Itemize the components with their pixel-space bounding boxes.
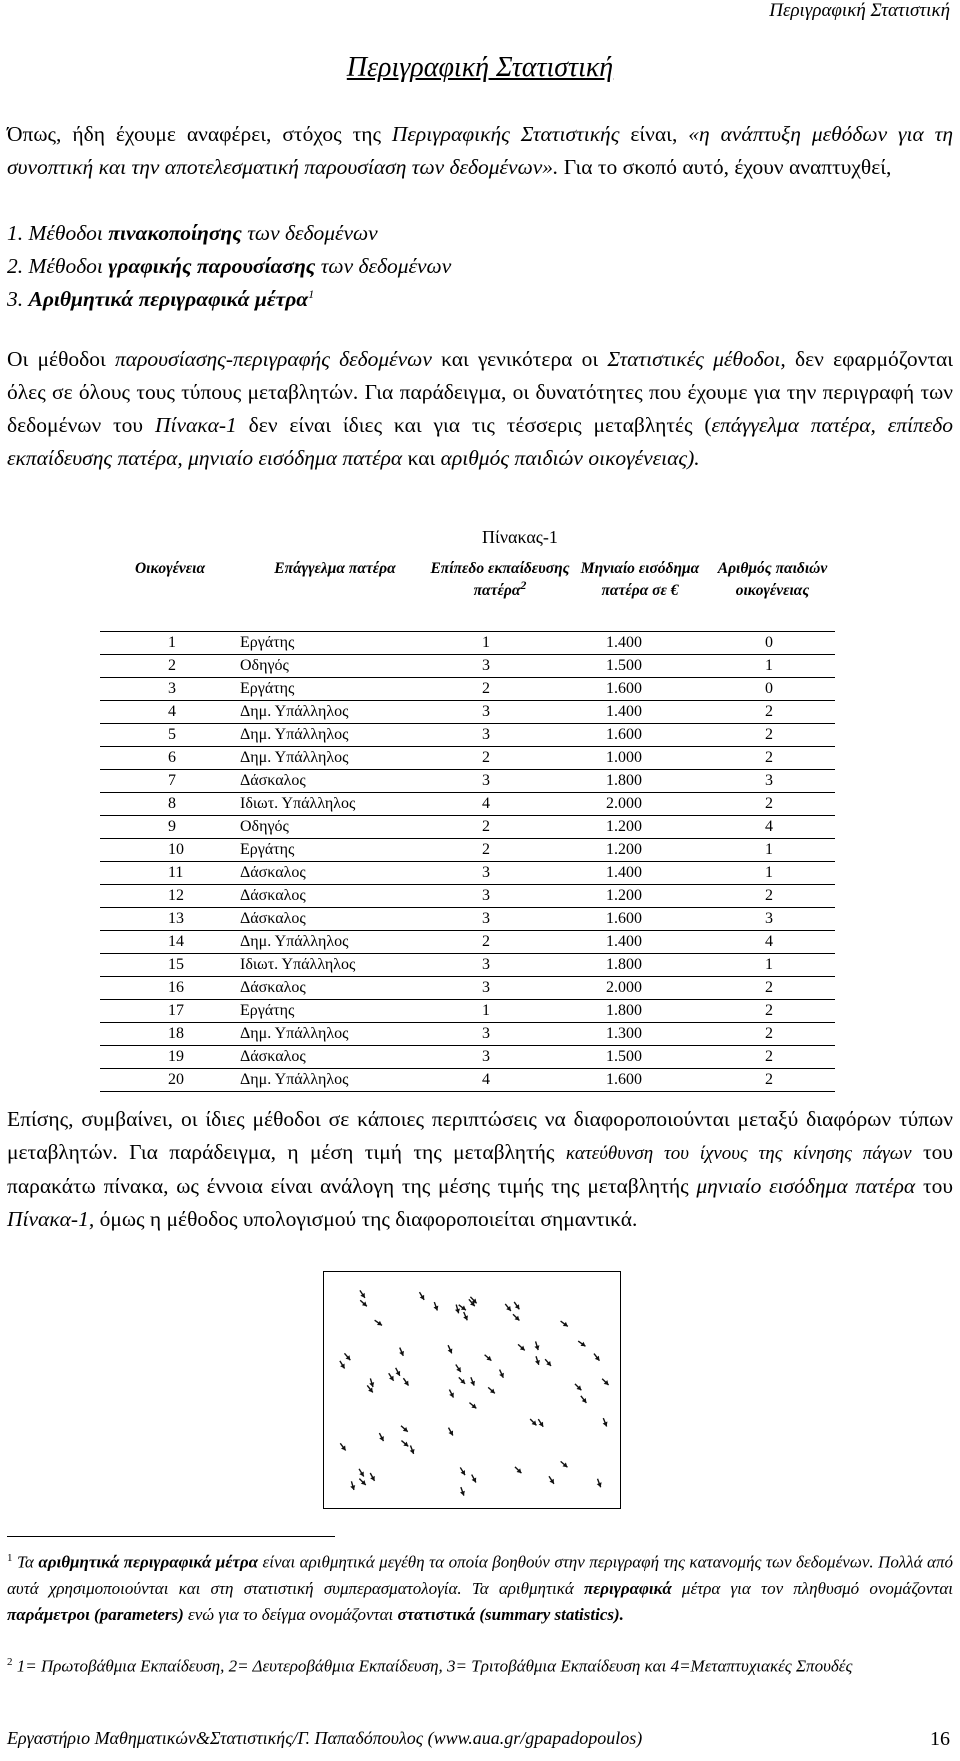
table-cell: 2 [710, 1045, 835, 1068]
table-cell: 3 [430, 723, 570, 746]
table-cell: Δάσκαλος [240, 884, 430, 907]
table-cell: 12 [100, 884, 240, 907]
table-cell: 14 [100, 930, 240, 953]
table-cell: 3 [710, 907, 835, 930]
col-header: Αριθμός παιδιών οικογένειας [710, 552, 835, 631]
method-item: 2. Μέθοδοι γραφικής παρουσίασης των δεδομένων [7, 254, 452, 278]
table-caption: Πίνακας-1 [482, 527, 558, 547]
table-cell: 1.000 [570, 746, 710, 769]
table-cell: 1.500 [570, 1045, 710, 1068]
table-cell: Δημ. Υπάλληλος [240, 1068, 430, 1091]
table-row [100, 700, 835, 723]
table-cell: Οδηγός [240, 654, 430, 677]
arrow-field [324, 1272, 620, 1508]
page-number: 16 [930, 1728, 950, 1750]
family-data-table [100, 552, 835, 1092]
table-cell: 2 [430, 838, 570, 861]
table-cell: 13 [100, 907, 240, 930]
table-cell: 3 [430, 953, 570, 976]
table-cell: 3 [430, 1022, 570, 1045]
intro-paragraph: Όπως, ήδη έχουμε αναφέρει, στόχος της Περιγραφικής Στατιστικής είναι, «η ανάπτυξη μεθόδων για τη συνοπτική και την αποτελεσματική παρουσίαση των δεδομένων». Για το σκοπό αυτό, έχουν αναπτυχθεί, [7, 122, 954, 179]
table-cell: Ιδιωτ. Υπάλληλος [240, 792, 430, 815]
table-cell: Εργάτης [240, 677, 430, 700]
table-cell: 18 [100, 1022, 240, 1045]
table-row [100, 976, 835, 999]
table-cell: Δάσκαλος [240, 976, 430, 999]
table-cell: 2 [710, 792, 835, 815]
table-cell: Δημ. Υπάλληλος [240, 1022, 430, 1045]
table-cell: 5 [100, 723, 240, 746]
table-cell: 4 [710, 930, 835, 953]
table-cell: 2 [710, 976, 835, 999]
drift-arrowhead [350, 1485, 355, 1490]
table-cell: 1 [430, 631, 570, 654]
table-cell: 20 [100, 1068, 240, 1091]
table-cell: 10 [100, 838, 240, 861]
table-cell: 1.400 [570, 861, 710, 884]
table-cell: 1.200 [570, 838, 710, 861]
table-row [100, 723, 835, 746]
table-cell: Δημ. Υπάλληλος [240, 746, 430, 769]
table-cell: 7 [100, 769, 240, 792]
table-row [100, 815, 835, 838]
table-cell: 2 [710, 884, 835, 907]
table-cell: 2 [430, 815, 570, 838]
table-cell: 1 [710, 838, 835, 861]
table-row [100, 861, 835, 884]
table-cell: 1 [710, 654, 835, 677]
table-cell: 2 [710, 723, 835, 746]
table-cell: Εργάτης [240, 838, 430, 861]
table-row [100, 930, 835, 953]
paragraph-methods-applicability: Οι μέθοδοι παρουσίασης-περιγραφής δεδομένων και γενικότερα οι Στατιστικές μέθοδοι, δεν εφαρμόζονται όλες σε όλους τους τύπους μεταβλητών. Για παράδειγμα, οι δυνατότητες που έχουμε για την περιγραφή των δεδομένων του Πίνακα-1 δεν είναι ίδιες και για τις τέσσερις μεταβλητές (επάγγελμα πατέρα, επίπεδο εκπαίδευσης πατέρα, μηνιαίο εισόδημα πατέρα και αριθμός παιδιών οικογένειας). [7, 347, 954, 470]
table-cell: Δημ. Υπάλληλος [240, 723, 430, 746]
col-header: Επάγγελμα πατέρα [240, 552, 430, 631]
table-cell: 3 [430, 1045, 570, 1068]
table-cell: Εργάτης [240, 999, 430, 1022]
table-cell: 17 [100, 999, 240, 1022]
table-cell: 4 [430, 792, 570, 815]
table-cell: 1.800 [570, 999, 710, 1022]
page-footer: Εργαστήριο Μαθηματικών&Στατιστικής/Γ. Παπαδόπουλος (www.aua.gr/gpapadopoulos) [7, 1728, 643, 1748]
table-cell: 8 [100, 792, 240, 815]
table-cell: Ιδιωτ. Υπάλληλος [240, 953, 430, 976]
table-cell: 15 [100, 953, 240, 976]
table-cell: Δάσκαλος [240, 907, 430, 930]
table-row [100, 953, 835, 976]
table-cell: 2.000 [570, 792, 710, 815]
table-cell: 2 [710, 1022, 835, 1045]
table-cell: Δημ. Υπάλληλος [240, 700, 430, 723]
table-cell: 1 [100, 631, 240, 654]
table-cell: 4 [430, 1068, 570, 1091]
table-cell: 2 [710, 1068, 835, 1091]
table-cell: 3 [430, 700, 570, 723]
footnote-2: $^2$ 1= Πρωτοβάθμια Εκπαίδευση, 2= Δευτεροβάθμια Εκπαίδευση, 3= Τριτοβάθμια Εκπαίδευση και 4=Μεταπτυχιακές Σπουδές [7, 1656, 853, 1676]
table-cell: 4 [100, 700, 240, 723]
table-cell: 2 [710, 746, 835, 769]
table-cell: 2 [710, 999, 835, 1022]
table-cell: 4 [710, 815, 835, 838]
table-row [100, 884, 835, 907]
table-cell: 2.000 [570, 976, 710, 999]
table-cell: 1.500 [570, 654, 710, 677]
table-row [100, 1022, 835, 1045]
table-cell: 11 [100, 861, 240, 884]
table-cell: 1.200 [570, 884, 710, 907]
table-cell: 1 [710, 953, 835, 976]
footnote-rule [7, 1536, 335, 1537]
table-cell: 0 [710, 677, 835, 700]
table-row [100, 999, 835, 1022]
page-title: Περιγραφική Στατιστική [346, 52, 614, 83]
table-row [100, 1045, 835, 1068]
table-cell: 1.600 [570, 723, 710, 746]
table-cell: 1.200 [570, 815, 710, 838]
table-cell: 3 [430, 769, 570, 792]
drift-arrowhead [455, 1308, 460, 1313]
table-cell: Δημ. Υπάλληλος [240, 930, 430, 953]
table-cell: 1.300 [570, 1022, 710, 1045]
running-header: Περιγραφική Στατιστική [769, 0, 950, 21]
footnote-ref: 1 [308, 286, 315, 301]
table-cell: 19 [100, 1045, 240, 1068]
table-cell: 1 [430, 999, 570, 1022]
table-cell: 2 [710, 700, 835, 723]
table-cell: 9 [100, 815, 240, 838]
table-cell: 1.600 [570, 907, 710, 930]
table-cell: 3 [430, 884, 570, 907]
table-row [100, 654, 835, 677]
table-cell: 1.600 [570, 677, 710, 700]
table-cell: 3 [430, 861, 570, 884]
table-row [100, 907, 835, 930]
table-cell: 1.600 [570, 1068, 710, 1091]
col-header: Οικογένεια [100, 552, 240, 631]
table-cell: Δάσκαλος [240, 769, 430, 792]
table-row [100, 1068, 835, 1091]
table-cell: 6 [100, 746, 240, 769]
table-cell: 2 [100, 654, 240, 677]
method-item: 3. Αριθμητικά περιγραφικά μέτρα$^1$ [7, 286, 315, 311]
paragraph-ice-example: Επίσης, συμβαίνει, οι ίδιες μέθοδοι σε κάποιες περιπτώσεις να διαφοροποιούνται μεταξύ διαφόρων τύπων μεταβλητών. Για παράδειγμα, η μέση τιμή της μεταβλητής κατεύθυνση του ίχνους της κίνησης πάγων του παρακάτω πίνακα, ως έννοια είναι ανάλογη της μέσης τιμής της μεταβλητής μηνιαίο εισόδημα πατέρα του Πίνακα-1, όμως η μέθοδος υπολογισμού της διαφοροποιείται σημαντικά. [7, 1107, 953, 1231]
footnote-1: $^1$ Τα αριθμητικά περιγραφικά μέτρα είναι αριθμητικά μεγέθη τα οποία βοηθούν στην περιγραφή της κατανομής των δεδομένων. Πολλά από αυτά χρησιμοποιούνται και στη στατιστική συμπερασματολογία. Τα αριθμητικά περιγραφικά μέτρα για τον πληθυσμό ονομάζονται παράμετροι (parameters) ενώ για το δείγμα ονομάζονται στατιστικά (summary statistics). [7, 1552, 954, 1624]
table-cell: 2 [430, 746, 570, 769]
table-cell: Οδηγός [240, 815, 430, 838]
table-cell: Δάσκαλος [240, 1045, 430, 1068]
table-row [100, 838, 835, 861]
table-cell: 3 [100, 677, 240, 700]
table-cell: 1.400 [570, 930, 710, 953]
table-cell: 3 [430, 976, 570, 999]
table-cell: 2 [430, 930, 570, 953]
col-header: Μηνιαίο εισόδημα πατέρα σε € [570, 552, 710, 631]
table-cell: 1.400 [570, 631, 710, 654]
table-body [100, 631, 835, 1091]
ice-movement-figure [323, 1271, 621, 1509]
table-cell: 16 [100, 976, 240, 999]
table-row [100, 631, 835, 654]
table-row [100, 769, 835, 792]
method-item: 1. Μέθοδοι πινακοποίησης των δεδομένων [7, 221, 378, 245]
table-row [100, 677, 835, 700]
table-cell: 0 [710, 631, 835, 654]
col-header: Επίπεδο εκπαίδευσης πατέρα$^2$ [430, 552, 570, 631]
table-row [100, 746, 835, 769]
table-header-row [100, 552, 835, 631]
methods-list [7, 217, 953, 316]
table-cell: 1.800 [570, 769, 710, 792]
table-cell: 1.400 [570, 700, 710, 723]
table-cell: 3 [710, 769, 835, 792]
table-cell: Εργάτης [240, 631, 430, 654]
table-cell: 1 [710, 861, 835, 884]
table-cell: 1.800 [570, 953, 710, 976]
table-cell: 3 [430, 907, 570, 930]
table-cell: 3 [430, 654, 570, 677]
table-cell: Δάσκαλος [240, 861, 430, 884]
table-cell: 2 [430, 677, 570, 700]
table-row [100, 792, 835, 815]
